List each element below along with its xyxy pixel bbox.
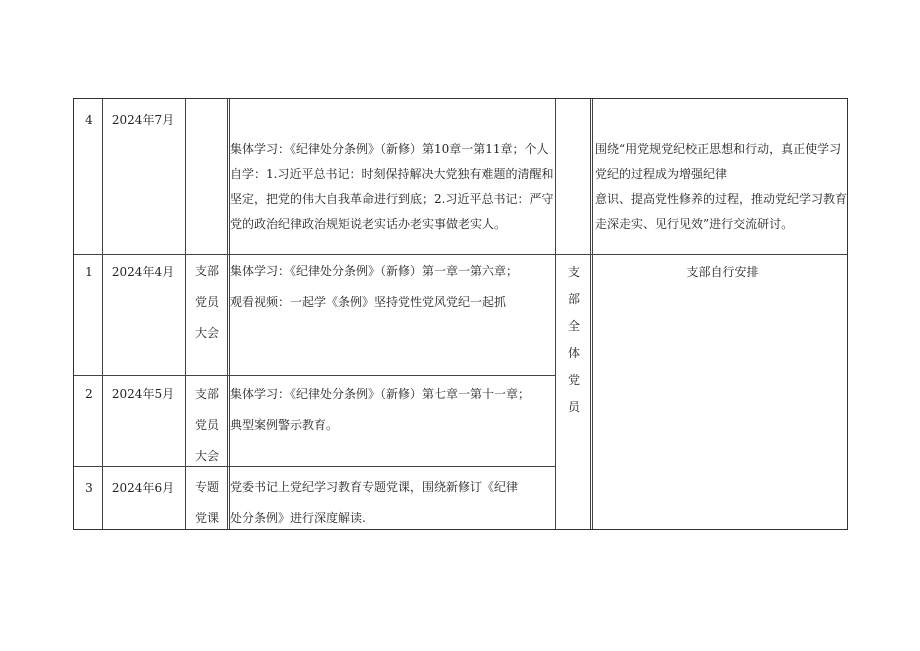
form-line: 党员 — [194, 418, 219, 432]
row-date: 2024年4月 — [111, 265, 175, 279]
row-content — [230, 137, 556, 237]
row-notes — [595, 137, 850, 237]
row-content — [230, 382, 556, 438]
content-line: 集体学习：《纪律处分条例》（新修）第一章一第六章； — [230, 264, 519, 278]
row-date: 2024年6月 — [111, 481, 175, 495]
content-line: 集体学习：《纪律处分条例》（新修）第七章一第十一章； — [230, 387, 531, 401]
participants-char: 党 — [567, 373, 580, 387]
column-divider — [185, 99, 186, 529]
participants-char: 部 — [567, 292, 580, 306]
participants-char: 员 — [567, 400, 580, 414]
participants-merged-cell — [556, 259, 592, 421]
row-content — [230, 475, 556, 531]
content-line: 集体学习：《纪律处分条例》（新修）第10章一第11章；个人 — [230, 142, 549, 156]
row-divider — [74, 254, 847, 255]
form-line: 支部 — [194, 387, 219, 401]
row-divider — [74, 375, 555, 376]
form-line: 党员 — [194, 295, 219, 309]
form-line: 大会 — [194, 326, 219, 340]
row-content — [230, 259, 556, 315]
row-date: 2024年5月 — [111, 387, 175, 401]
row-number: 3 — [85, 481, 93, 495]
form-line: 大会 — [194, 449, 219, 463]
row-form — [187, 259, 227, 346]
row-date: 2024年7月 — [111, 113, 175, 127]
content-line: 党的政治纪律政治规矩说老实话办老实事做老实人。 — [230, 217, 507, 231]
notes-line: 走深走实、见行见效”进行交流研讨。 — [595, 217, 794, 231]
content-line: 党委书记上党纪学习教育专题党课，围绕新修订《纪律 — [230, 480, 519, 494]
row-divider — [74, 466, 555, 467]
content-line: 自学：1.习近平总书记：时刻保持解决大党独有难题的清醒和 — [230, 167, 554, 181]
column-divider — [102, 99, 103, 529]
content-line: 处分条例》进行深度解读. — [230, 511, 366, 525]
content-line: 坚定，把党的伟大自我革命进行到底；2.习近平总书记：严守 — [230, 192, 554, 206]
content-line: 典型案例警示教育。 — [230, 418, 339, 432]
column-divider — [227, 99, 228, 529]
form-line: 党课 — [194, 511, 219, 525]
notes-line: 意识、提高党性修养的过程，推动党纪学习教育 — [595, 192, 848, 206]
notes-merged-cell: 支部自行安排 — [686, 265, 759, 279]
form-line: 支部 — [194, 264, 219, 278]
row-form — [187, 475, 227, 531]
row-number: 2 — [85, 387, 93, 401]
notes-line: 党纪的过程成为增强纪律 — [595, 167, 728, 181]
content-line: 观看视频：一起学《条例》坚持党性党风党纪一起抓 — [230, 295, 507, 309]
row-number: 1 — [85, 265, 93, 279]
schedule-table — [73, 98, 848, 530]
row-number: 4 — [85, 113, 93, 127]
notes-line: 围绕“用党规党纪校正思想和行动，真正使学习 — [595, 142, 842, 156]
participants-char: 体 — [567, 346, 580, 360]
column-divider — [592, 99, 593, 529]
row-form — [187, 382, 227, 469]
participants-char: 支 — [567, 265, 580, 279]
form-line: 专题 — [194, 480, 219, 494]
participants-char: 全 — [567, 319, 580, 333]
